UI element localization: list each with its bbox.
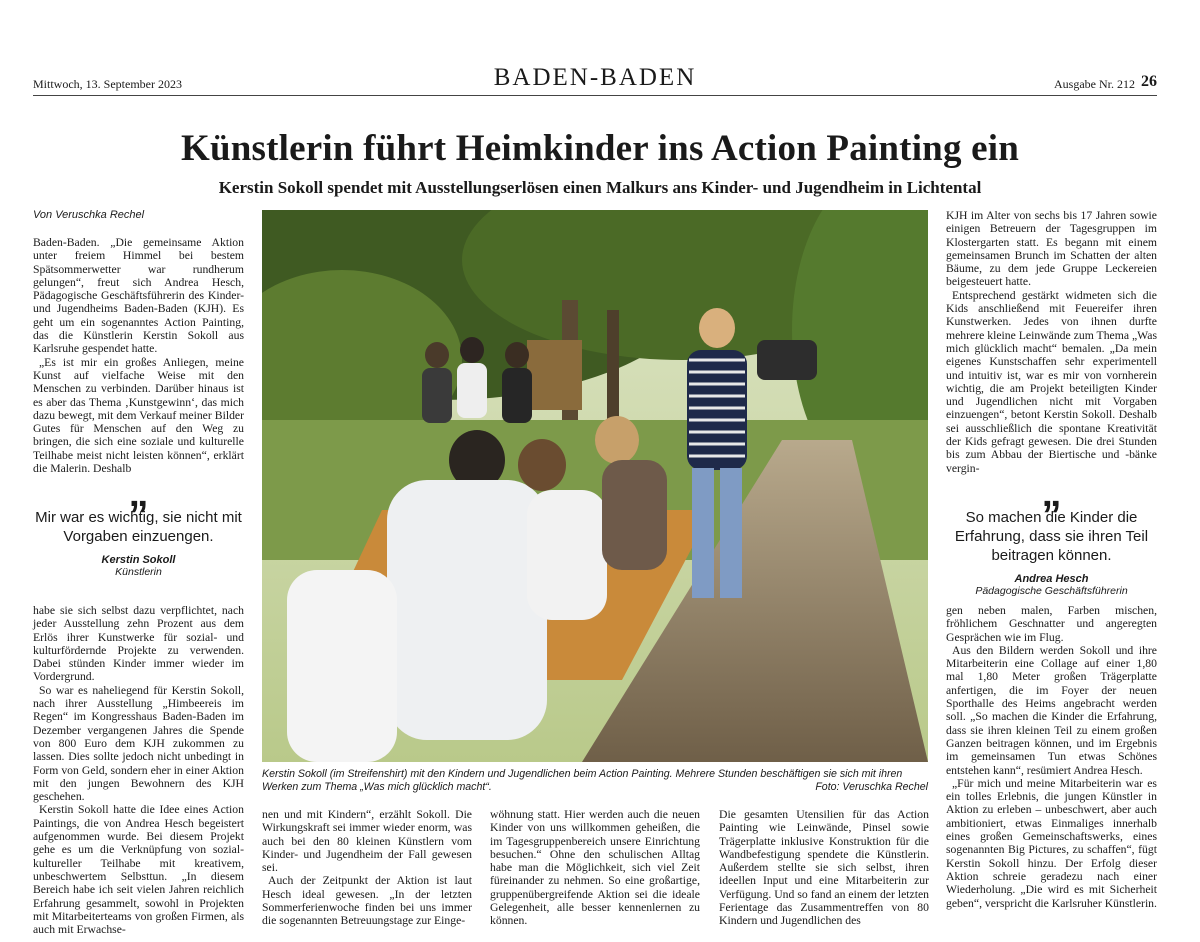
column-1-bottom [33, 604, 244, 936]
quote-author: Kerstin Sokoll [101, 554, 176, 566]
column-5-top [946, 209, 1157, 475]
byline: Von Veruschka Rechel [33, 209, 145, 221]
paragraph: Aus den Bildern werden Sokoll und ihre Mitarbeiterin eine Collage auf einer 1,80 mal 1,80 Meter großen Trägerplatte anfertigen, die im Foyer der neuen Sporthalle des Heims angebracht werden soll. „So machen die Kinder die Erfahrung, dass sie ihren kleinen Teil zu einem großen Ganzen beitragen können, und im Ergebnis im gemeinsamen Tun etwas Schönes entstehen kann“, resümiert Andrea Hesch. [946, 643, 1157, 777]
masthead [33, 64, 1157, 96]
quote-mark-icon: „ [128, 471, 149, 515]
quote-text: So machen die Kinder die Erfahrung, dass sie ihren Teil beitragen können. [954, 509, 1149, 564]
issue-number: Ausgabe Nr. 212 [1054, 77, 1135, 91]
paragraph: „Für mich und meine Mitarbeiterin war es ein tolles Erlebnis, die jungen Künstler in Aktion zu erleben – unbeschwert, aber auch ambitioniert, etwas Einmaliges innerhalb eines großen Gemeinschaftswerks, eines sogenannten Big Pictures, zu schaffen“, fügt Kerstin Sokoll hinzu. Der Erfolg dieser Aktion schreie geradezu nach einer Wiederholung. „Die wird es mit Sicherheit geben“, verspricht die Karlsruher Künstlerin. [946, 776, 1157, 910]
column-5-bottom [946, 604, 1157, 910]
quote-author-role: Pädagogische Geschäftsführerin [975, 585, 1128, 597]
issue-date: Mittwoch, 13. September 2023 [33, 77, 182, 91]
paragraph: Baden-Baden. „Die gemeinsame Aktion unter freiem Himmel bei bestem Spätsommerwetter war rundherum gelungen“, freut sich Andrea Hesch, Pädagogische Geschäftsführerin des Kinder- und Jugendheims Baden-Baden (KJH). Es geht um ein sogenanntes Action Painting, das die Künstlerin Kerstin Sokoll aus Karlsruhe gespendet hatte. [33, 236, 244, 356]
paragraph: habe sie sich selbst dazu verpflichtet, nach jeder Ausstellung zehn Prozent aus dem Erlös ihrer Kunstwerke für sozial- und kulturfördernde Projekte zu verwenden. Dabei stünden Kinder immer wieder im Vordergrund. [33, 604, 244, 684]
section-title: BADEN-BADEN [493, 64, 697, 91]
quote-author: Andrea Hesch [1014, 573, 1089, 585]
photo-caption: Kerstin Sokoll (im Streifenshirt) mit den Kindern und Jugendlichen beim Action Painting. Mehrere Stunden beschäftigen sie sich mit ihren Werken zum Thema „Was mich glücklich macht“. [262, 768, 903, 793]
quote-text: Mir war es wichtig, sie nicht mit Vorgaben einzuengen. [35, 509, 242, 545]
headline: Künstlerin führt Heimkinder ins Action Painting ein [180, 128, 1019, 169]
paragraph: KJH im Alter von sechs bis 17 Jahren sowie einigen Betreuern der Tagesgruppen im Klostergarten statt. Es begann mit einem gemeinsamen Brunch im Schatten der alten Bäume, zu dem jede Gruppe Leckereien beigesteuert hatte. [946, 209, 1157, 289]
paragraph: So war es naheliegend für Kerstin Sokoll, nach ihrer Ausstellung „Himbeereis im Regen“ im Kongresshaus Baden-Baden im Dezember vergangenen Jahres die Spende von 800 Euro dem KJH zukommen zu lassen. Dies sollte jedoch nicht unbedingt in Form von Geld, sondern eher in einer Aktion mit den jungen Bewohnern des KJH geschehen. [33, 683, 244, 804]
photo-credit: Foto: Veruschka Rechel [815, 781, 928, 793]
quote-author-role: Künstlerin [115, 566, 162, 578]
paragraph: nen und mit Kindern“, erzählt Sokoll. Die Wirkungskraft sei immer wieder enorm, was auch bei den 80 kleinen Künstlern vom Kinder- und Jugendheim der Fall gewesen sei. [262, 808, 472, 875]
subheadline: Kerstin Sokoll spendet mit Ausstellungserlösen einen Malkurs ans Kinder- und Jugendheim in Lichtental [218, 178, 982, 197]
column-4 [719, 808, 929, 928]
column-2 [262, 808, 472, 928]
column-3 [490, 808, 700, 928]
pull-quote-1 [33, 471, 244, 578]
page-number: 26 [1141, 73, 1157, 90]
paragraph: wöhnung statt. Hier werden auch die neuen Kinder von uns willkommen geheißen, die im Tagesgruppenbereich unsere Einrichtung besuchen.“ Ohne den schulischen Alltag habe man die Möglichkeit, sich viel Zeit füreinander zu nehmen. So eine großartige, gruppenübergreifende Aktion sei die ideale Gelegenheit, alle besser kennenlernen zu können. [490, 808, 700, 928]
article-photo [262, 210, 928, 762]
pull-quote-2 [946, 471, 1157, 597]
paragraph: Kerstin Sokoll hatte die Idee eines Action Paintings, die von Andrea Hesch begeistert aufgenommen wurde. Bei diesem Projekt gehe es um die Verknüpfung von sozial-kultureller Teilhabe mit kreativem, unbeschwertem Selbsttun. „In diesem Bereich habe ich seit vielen Jahren reichlich Erfahrung gesammelt, sowohl in Projekten mit Mitarbeiterteams von großen Firmen, als auch mit Erwachse- [33, 803, 244, 937]
paragraph: Entsprechend gestärkt widmeten sich die Kids anschließend mit Feuereifer ihren Kunstwerken. Jedes von ihnen durfte mehrere kleine Leinwände zum Thema „Was mich glücklich macht“ bemalen. „Da mein eigenes Kunstschaffen sehr experimentell und intuitiv ist, war es mir von vornherein wichtig, die am Projekt beteiligten Kinder und Jugendlichen nicht mit Vorgaben einzuengen“, betont Kerstin Sokoll. Deshalb sei ausschließlich die spontane Kreativität der Kids gefragt gewesen. Die drei Stunden bis zum Abbau der Biertische und -bänke vergin- [946, 288, 1157, 475]
paragraph: gen neben malen, Farben mischen, fröhlichem Geschnatter und angeregten Gesprächen wie im Flug. [946, 604, 1157, 644]
quote-mark-icon: „ [1041, 471, 1062, 515]
paragraph: „Es ist mir ein großes Anliegen, meine Kunst auf vielfache Weise mit den Menschen zu verbinden. Darüber hinaus ist es aber das Thema ‚Kunstgewinn‘, das mich dazu bewegt, mit dem Verkauf meiner Bilder Gutes für Menschen auf den Weg zu bringen, die sich eine soziale und kulturelle Teilhabe meist nicht leisten können“, erklärt die Malerin. Deshalb [33, 355, 244, 476]
paragraph: Die gesamten Utensilien für das Action Painting wie Leinwände, Pinsel sowie Trägerplatte inklusive Konstruktion für die Wandbefestigung spendete die Künstlerin. Außerdem stellte sie sich selbst, ihren ideellen Input und eine Mitarbeiterin zur Verfügung. Und so fand an einem der letzten Ferientage das Zusammentreffen von 80 Kindern und Jugendlichen des [719, 808, 929, 928]
paragraph: Auch der Zeitpunkt der Aktion ist laut Hesch ideal gewesen. „In der letzten Sommerferienwoche finden bei uns immer die sogenannten Betreuungstage zur Einge- [262, 874, 472, 928]
column-1-top [33, 236, 244, 475]
